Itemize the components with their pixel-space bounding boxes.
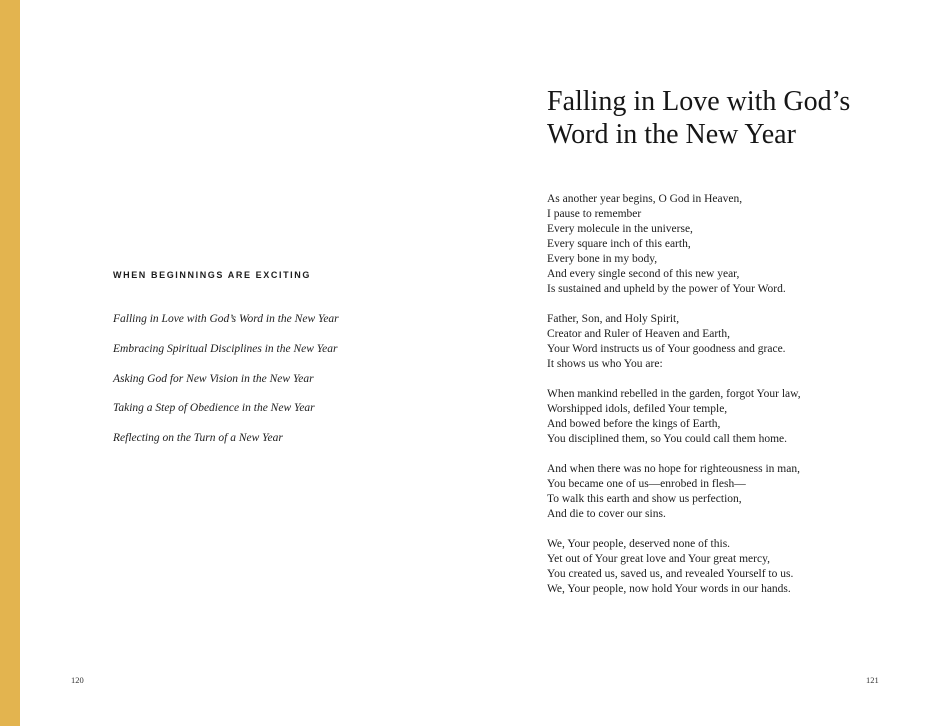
poem-line: Creator and Ruler of Heaven and Earth, [547, 328, 730, 340]
poem-line: To walk this earth and show us perfection, [547, 493, 742, 505]
page-title [547, 85, 850, 151]
poem-line: You became one of us—enrobed in flesh— [547, 478, 746, 490]
poem-line: And when there was no hope for righteousness in man, [547, 463, 800, 475]
poem-line: Yet out of Your great love and Your great mercy, [547, 553, 770, 565]
contents-item[interactable]: Taking a Step of Obedience in the New Year [113, 402, 315, 415]
title-line: Falling in Love with God’s [547, 86, 851, 117]
contents-item[interactable]: Embracing Spiritual Disciplines in the New Year [113, 342, 338, 355]
stanza [547, 192, 801, 297]
poem-line: You disciplined them, so You could call them home. [547, 433, 788, 445]
poem-line: Every bone in my body, [547, 253, 658, 265]
contents-item[interactable]: Asking God for New Vision in the New Year [113, 372, 314, 385]
poem-line: When mankind rebelled in the garden, forgot Your law, [547, 388, 801, 400]
poem-line: As another year begins, O God in Heaven, [547, 193, 743, 205]
poem-line: We, Your people, now hold Your words in our hands. [547, 583, 791, 595]
contents-item[interactable]: Reflecting on the Turn of a New Year [113, 432, 283, 445]
stanza [547, 537, 801, 597]
prayer-poem [547, 192, 801, 612]
stanza [547, 462, 801, 522]
gold-margin-bar [0, 0, 20, 726]
stanza [547, 387, 801, 447]
poem-line: And die to cover our sins. [547, 508, 666, 520]
stanza [547, 312, 801, 372]
poem-line: Your Word instructs us of Your goodness and grace. [547, 343, 786, 355]
poem-line: We, Your people, deserved none of this. [547, 538, 731, 550]
poem-line: It shows us who You are: [547, 358, 663, 370]
poem-line: Every molecule in the universe, [547, 223, 693, 235]
page-number-right: 121 [866, 675, 879, 685]
title-line: Word in the New Year [547, 119, 796, 150]
poem-line: You created us, saved us, and revealed Yourself to us. [547, 568, 794, 580]
poem-line: Worshipped idols, defiled Your temple, [547, 403, 728, 415]
poem-line: Every square inch of this earth, [547, 238, 691, 250]
poem-line: Father, Son, and Holy Spirit, [547, 313, 680, 325]
poem-line: I pause to remember [547, 208, 642, 220]
poem-line: And every single second of this new year, [547, 268, 740, 280]
contents-item[interactable]: Falling in Love with God’s Word in the New Year [113, 313, 339, 325]
contents-list [113, 312, 339, 461]
page-number-left: 120 [71, 675, 84, 685]
section-heading: WHEN BEGINNINGS ARE EXCITING [113, 270, 311, 280]
poem-line: And bowed before the kings of Earth, [547, 418, 721, 430]
poem-line: Is sustained and upheld by the power of Your Word. [547, 283, 786, 295]
